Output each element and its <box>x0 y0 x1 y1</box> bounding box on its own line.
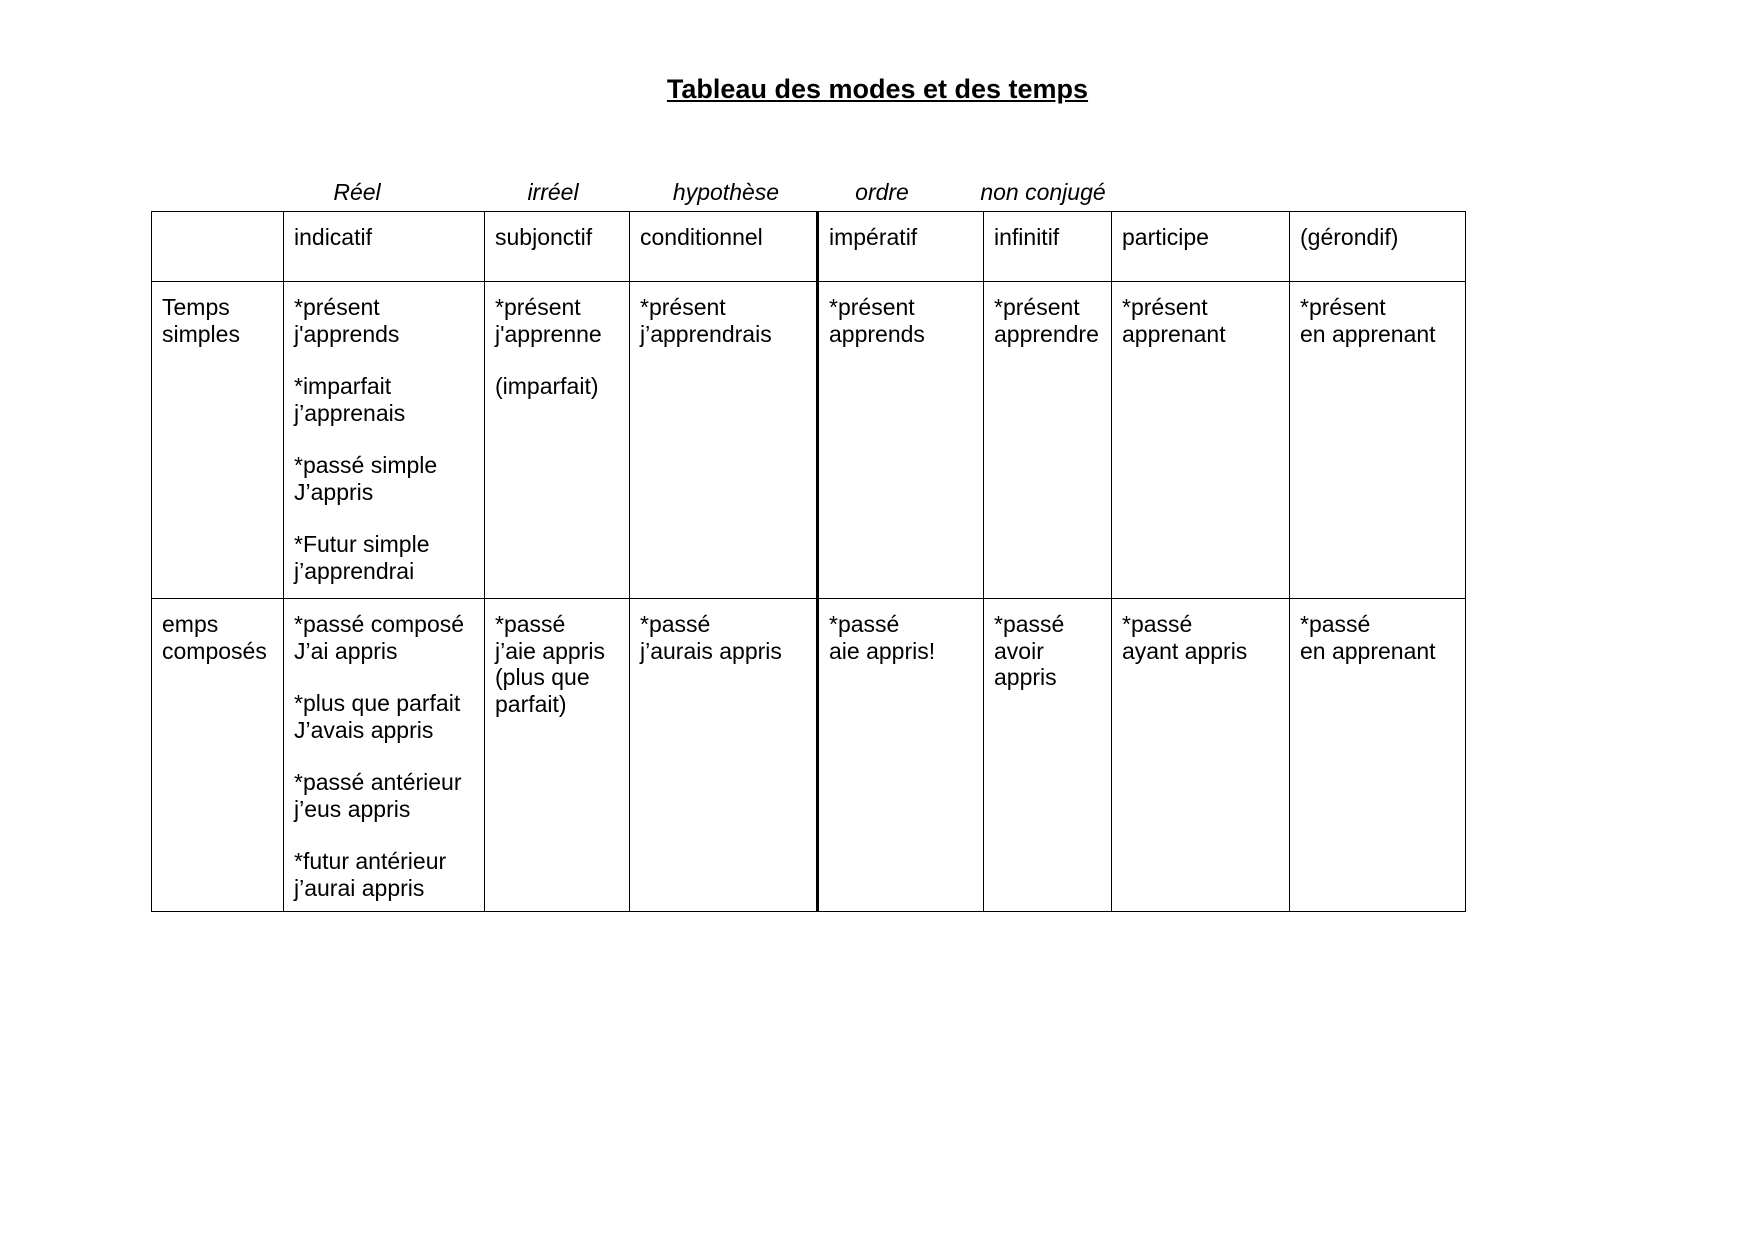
cell-text-line: *présent <box>1300 294 1386 320</box>
tense-block <box>994 611 1102 691</box>
cell-text-line: en apprenant <box>1300 320 1436 347</box>
cell-text-line: parfait) <box>495 690 567 717</box>
category-hypothese: hypothèse <box>672 179 780 205</box>
tense-block <box>294 611 475 664</box>
header-row <box>152 212 1466 282</box>
category-ordre: ordre <box>855 179 909 205</box>
table-row-temps-simples <box>152 282 1466 599</box>
cell-text-line: apprends <box>829 320 925 347</box>
tense-block <box>294 769 475 822</box>
table-cell <box>284 599 485 912</box>
cell-text-line: *imparfait <box>294 373 392 399</box>
cell-text-line: (plus que <box>495 664 590 690</box>
cell-text-line: *présent <box>640 294 726 320</box>
header-cell-1: indicatif <box>284 212 485 282</box>
tense-block <box>294 452 475 505</box>
cell-text-line: *présent <box>829 294 915 320</box>
header-cell-6: participe <box>1112 212 1290 282</box>
header-cell-2: subjonctif <box>485 212 630 282</box>
table-cell <box>485 599 630 912</box>
header-corner-cell <box>152 212 284 282</box>
header-cell-3: conditionnel <box>630 212 818 282</box>
cell-text-line: *présent <box>495 294 581 320</box>
tense-block <box>294 690 475 743</box>
cell-text-line: *passé simple <box>294 452 438 478</box>
cell-text-line: apprenant <box>1122 320 1226 347</box>
page-title: Tableau des modes et des temps <box>666 74 1089 104</box>
cell-text-line: *passé <box>1122 611 1193 637</box>
row-label-cell <box>152 599 284 912</box>
tense-block <box>294 848 475 901</box>
category-irreel: irréel <box>527 179 579 205</box>
table-cell <box>1112 282 1290 599</box>
tense-block <box>829 611 974 664</box>
cell-text-line: J’ai appris <box>294 637 398 664</box>
cell-text-line: *futur antérieur <box>294 848 447 874</box>
header-cell-5: infinitif <box>984 212 1112 282</box>
cell-text-line: j’apprendrai <box>294 557 415 584</box>
header-cell-7: (gérondif) <box>1290 212 1466 282</box>
cell-text-line: en apprenant <box>1300 637 1436 664</box>
table-cell <box>284 282 485 599</box>
row-label-line: composés <box>162 637 267 664</box>
cell-text-line: j’aie appris <box>495 637 605 664</box>
table-cell <box>485 282 630 599</box>
tense-block <box>495 373 620 400</box>
cell-text-line: *passé composé <box>294 611 465 637</box>
table-cell <box>984 599 1112 912</box>
category-non-conjugue: non conjugé <box>980 179 1106 205</box>
header-cell-4: impératif <box>818 212 984 282</box>
cell-text-line: *passé <box>1300 611 1371 637</box>
tense-block <box>294 373 475 426</box>
table-cell <box>630 282 818 599</box>
cell-text-line: aie appris! <box>829 637 936 664</box>
tense-block <box>495 611 620 717</box>
cell-text-line: *présent <box>1122 294 1208 320</box>
cell-text-line: j'apprends <box>294 320 400 347</box>
row-label-line: emps <box>162 611 219 637</box>
tense-block <box>1300 294 1456 347</box>
cell-text-line: *passé <box>994 611 1065 637</box>
cell-text-line: apprendre <box>994 320 1099 347</box>
tense-block <box>495 294 620 347</box>
table-cell <box>984 282 1112 599</box>
cell-text-line: *plus que parfait <box>294 690 461 716</box>
cell-text-line: ayant appris <box>1122 637 1248 664</box>
cell-text-line: J’avais appris <box>294 716 434 743</box>
cell-text-line: (imparfait) <box>495 373 599 399</box>
tense-block <box>294 294 475 347</box>
cell-text-line: *Futur simple <box>294 531 430 557</box>
table-cell <box>1112 599 1290 912</box>
table-cell <box>818 282 984 599</box>
category-reel: Réel <box>333 179 381 205</box>
table-cell <box>630 599 818 912</box>
cell-text-line: appris <box>994 664 1057 690</box>
table-cell <box>1290 599 1466 912</box>
tense-block <box>1122 294 1280 347</box>
cell-text-line: j’eus appris <box>294 795 411 822</box>
cell-text-line: j’apprenais <box>294 399 406 426</box>
cell-text-line: J’appris <box>294 478 374 505</box>
row-label-cell <box>152 282 284 599</box>
cell-text-line: *passé <box>495 611 566 637</box>
tense-block <box>640 294 807 347</box>
tense-block <box>1122 611 1280 664</box>
table-cell <box>1290 282 1466 599</box>
cell-text-line: *passé antérieur <box>294 769 462 795</box>
tense-block <box>640 611 807 664</box>
cell-text-line: *passé <box>640 611 711 637</box>
tense-block <box>994 294 1102 347</box>
cell-text-line: *passé <box>829 611 900 637</box>
table-row-temps-composes <box>152 599 1466 912</box>
cell-text-line: j'apprenne <box>495 320 602 347</box>
cell-text-line: j’apprendrais <box>640 320 772 347</box>
tense-block <box>829 294 974 347</box>
table-cell <box>818 599 984 912</box>
cell-text-line: j’aurai appris <box>294 874 425 901</box>
cell-text-line: *présent <box>294 294 380 320</box>
tense-block <box>1300 611 1456 664</box>
cell-text-line: j’aurais appris <box>640 637 782 664</box>
row-label-line: simples <box>162 320 240 347</box>
cell-text-line: avoir <box>994 637 1044 664</box>
cell-text-line: *présent <box>994 294 1080 320</box>
tense-block <box>294 531 475 584</box>
modes-tenses-table <box>151 211 1466 912</box>
row-label-line: Temps <box>162 294 230 320</box>
